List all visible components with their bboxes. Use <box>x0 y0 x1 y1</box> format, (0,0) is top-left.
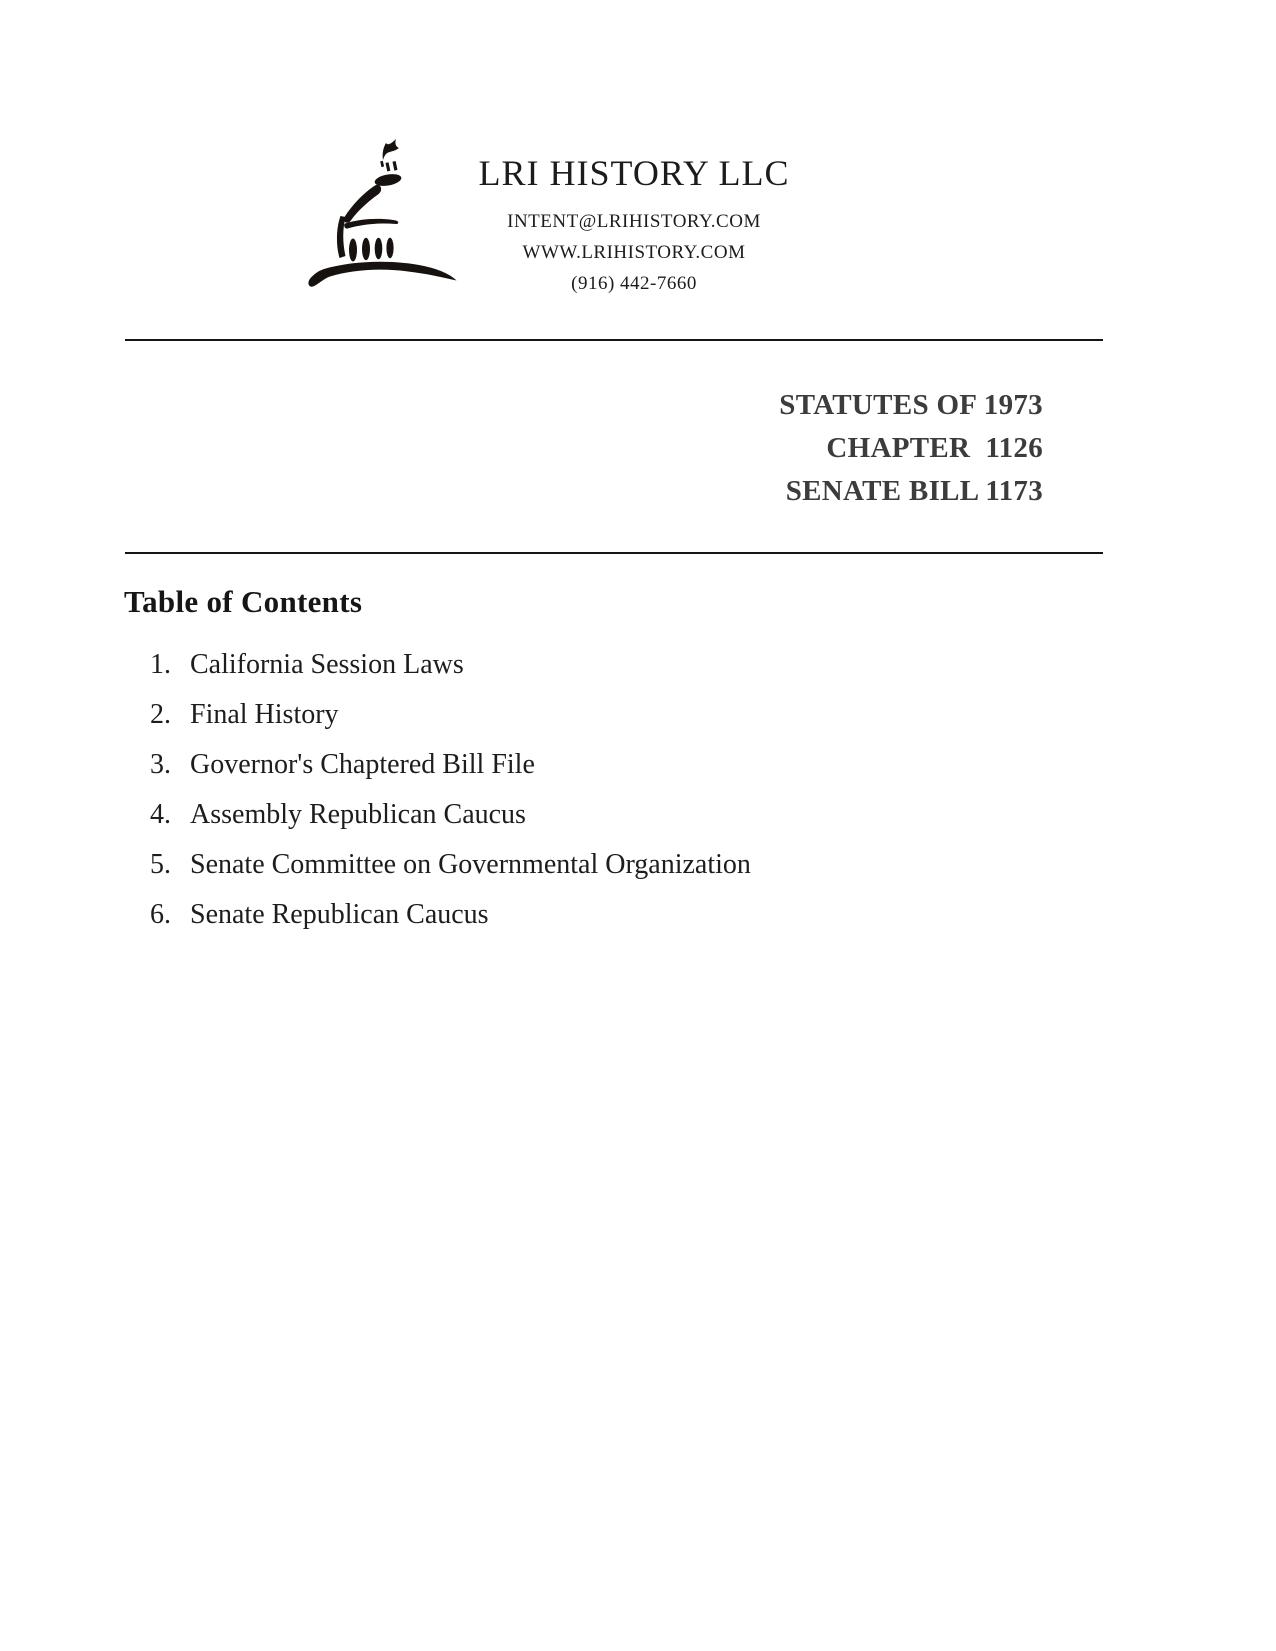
toc-item-number: 1. <box>150 649 171 680</box>
divider-top <box>125 339 1103 341</box>
toc-item <box>150 648 1050 698</box>
toc-item-label: Governor's Chaptered Bill File <box>190 749 535 780</box>
toc-item-number: 3. <box>150 749 171 780</box>
toc-item <box>150 748 1050 798</box>
toc-item-number: 5. <box>150 849 171 880</box>
toc-item <box>150 898 1050 948</box>
letterhead <box>450 150 818 299</box>
bill-reference <box>779 384 1043 513</box>
toc-item <box>150 848 1050 898</box>
capitol-dome-logo-icon <box>298 128 466 296</box>
toc-item-label: Senate Republican Caucus <box>190 899 489 930</box>
senate-bill-line: SENATE BILL 1173 <box>785 475 1043 507</box>
company-name: LRI HISTORY LLC <box>478 153 790 193</box>
toc-item-label: California Session Laws <box>190 649 464 680</box>
divider-bottom <box>125 552 1103 554</box>
toc-item-label: Senate Committee on Governmental Organization <box>190 849 751 880</box>
toc-item-label: Assembly Republican Caucus <box>190 799 526 830</box>
toc-item <box>150 698 1050 748</box>
toc-title: Table of Contents <box>124 584 363 619</box>
toc-item-number: 6. <box>150 899 171 930</box>
chapter-line: CHAPTER 1126 <box>826 432 1043 464</box>
toc-item-number: 4. <box>150 799 171 830</box>
website-text: WWW.LRIHISTORY.COM <box>522 242 746 263</box>
statutes-line: STATUTES OF 1973 <box>779 389 1043 421</box>
contact-info <box>450 206 818 299</box>
email-text: INTENT@LRIHISTORY.COM <box>507 211 761 232</box>
toc-list <box>150 648 1050 948</box>
toc-item-number: 2. <box>150 699 171 730</box>
toc-item <box>150 798 1050 848</box>
phone-text: (916) 442-7660 <box>571 273 697 294</box>
toc-item-label: Final History <box>190 699 339 730</box>
